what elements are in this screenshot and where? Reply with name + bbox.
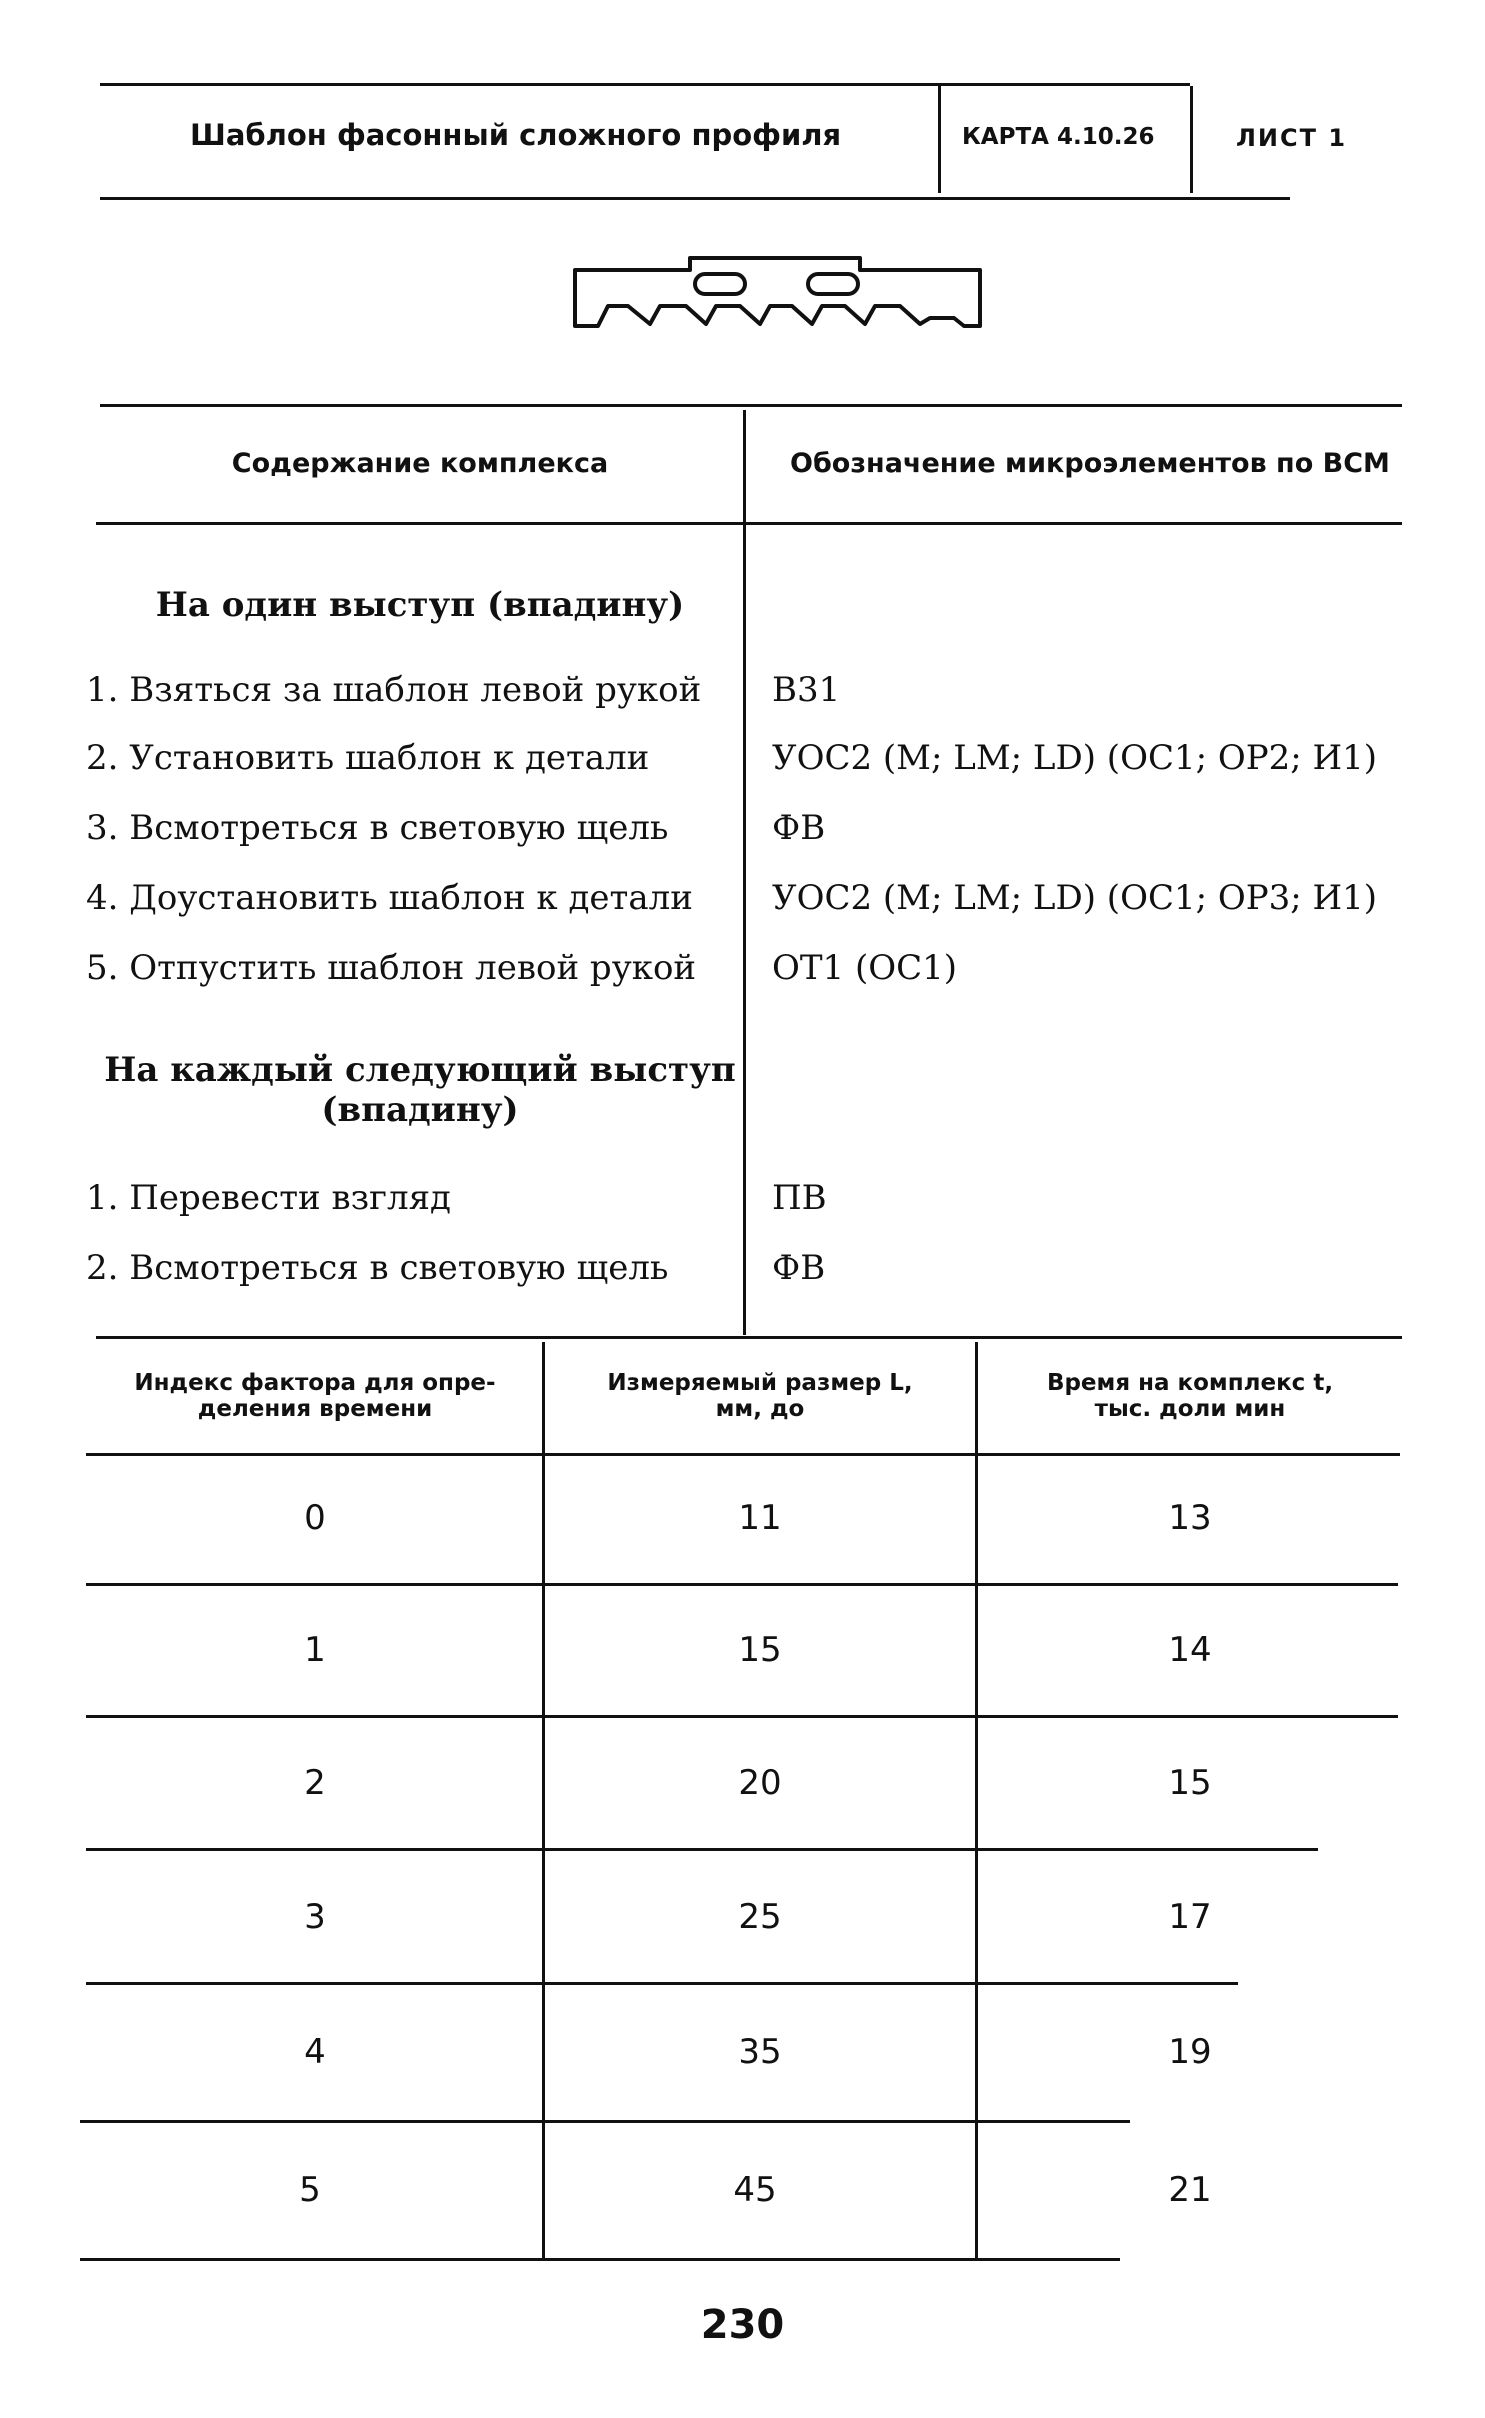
row-size: 20: [738, 1763, 782, 1803]
row-size: 15: [738, 1630, 782, 1670]
header-divider-1: [938, 86, 941, 193]
row-index: 1: [304, 1630, 326, 1670]
step-2-code: УОС2 (М; LM; LD) (ОС1; ОР2; И1): [772, 738, 1378, 778]
step-3-code: ФВ: [772, 808, 826, 848]
row-time: 13: [1168, 1498, 1212, 1538]
time-table-header-rule: [86, 1453, 1400, 1456]
section-two-title-line2: (впадину): [321, 1090, 519, 1130]
col-header-size-line1: Измеряемый размер L,: [607, 1370, 913, 1396]
header-divider-2: [1190, 86, 1193, 193]
row-separator: [86, 1715, 1398, 1718]
row-size: 45: [733, 2170, 777, 2210]
steps-table-top-rule: [100, 404, 1402, 407]
card-title: Шаблон фасонный сложного профиля: [190, 118, 842, 152]
step-3-text: 3. Всмотреться в световую щель: [86, 808, 669, 848]
next-step-1-text: 1. Перевести взгляд: [86, 1178, 451, 1218]
row-index: 3: [304, 1897, 326, 1937]
template-profile-drawing: [560, 240, 1000, 350]
col-header-time-line2: тыс. доли мин: [1094, 1396, 1286, 1422]
step-5-code: ОТ1 (ОС1): [772, 948, 958, 988]
col-header-time-line1: Время на комплекс t,: [1046, 1370, 1334, 1396]
section-two-title-line1: На каждый следующий выступ: [104, 1050, 736, 1090]
row-index: 4: [304, 2032, 326, 2072]
time-table-top-rule: [96, 1336, 1402, 1339]
col-header-index-line1: Индекс фактора для опре-: [134, 1370, 496, 1396]
col-header-microelements: Обозначение микроэлементов по ВСМ: [790, 448, 1390, 479]
col-header-content: Содержание комплекса: [231, 448, 609, 479]
header-top-rule: [100, 83, 1190, 86]
row-separator: [86, 1982, 1238, 1985]
step-1-text: 1. Взяться за шаблон левой рукой: [86, 670, 702, 710]
steps-table-divider: [743, 410, 746, 1335]
step-4-code: УОС2 (М; LM; LD) (ОС1; ОР3; И1): [772, 878, 1378, 918]
step-5-text: 5. Отпустить шаблон левой рукой: [86, 948, 697, 988]
card-number: КАРТА 4.10.26: [962, 124, 1155, 150]
step-1-code: В31: [772, 670, 841, 710]
row-size: 11: [738, 1498, 782, 1538]
step-4-text: 4. Доустановить шаблон к детали: [86, 878, 693, 918]
sheet-number: ЛИСТ 1: [1236, 124, 1348, 152]
col-header-index-line2: деления времени: [197, 1396, 433, 1422]
section-one-title: На один выступ (впадину): [155, 585, 685, 625]
row-size: 35: [738, 2032, 782, 2072]
row-size: 25: [738, 1897, 782, 1937]
steps-table-header-rule: [96, 522, 1402, 525]
next-step-1-code: ПВ: [772, 1178, 827, 1218]
next-step-2-text: 2. Всмотреться в световую щель: [86, 1248, 669, 1288]
row-time: 21: [1168, 2170, 1212, 2210]
row-time: 19: [1168, 2032, 1212, 2072]
row-index: 5: [299, 2170, 321, 2210]
page-number: 230: [700, 2302, 785, 2348]
row-separator: [86, 1583, 1398, 1586]
row-time: 14: [1168, 1630, 1212, 1670]
row-separator: [80, 2120, 1130, 2123]
col-header-size-line2: мм, до: [715, 1396, 805, 1422]
header-bottom-rule: [100, 197, 1290, 200]
row-separator: [86, 1848, 1318, 1851]
row-index: 0: [304, 1498, 326, 1538]
row-time: 15: [1168, 1763, 1212, 1803]
time-table-bottom-rule: [80, 2258, 1120, 2261]
row-index: 2: [304, 1763, 326, 1803]
step-2-text: 2. Установить шаблон к детали: [86, 738, 650, 778]
row-time: 17: [1168, 1897, 1212, 1937]
next-step-2-code: ФВ: [772, 1248, 826, 1288]
